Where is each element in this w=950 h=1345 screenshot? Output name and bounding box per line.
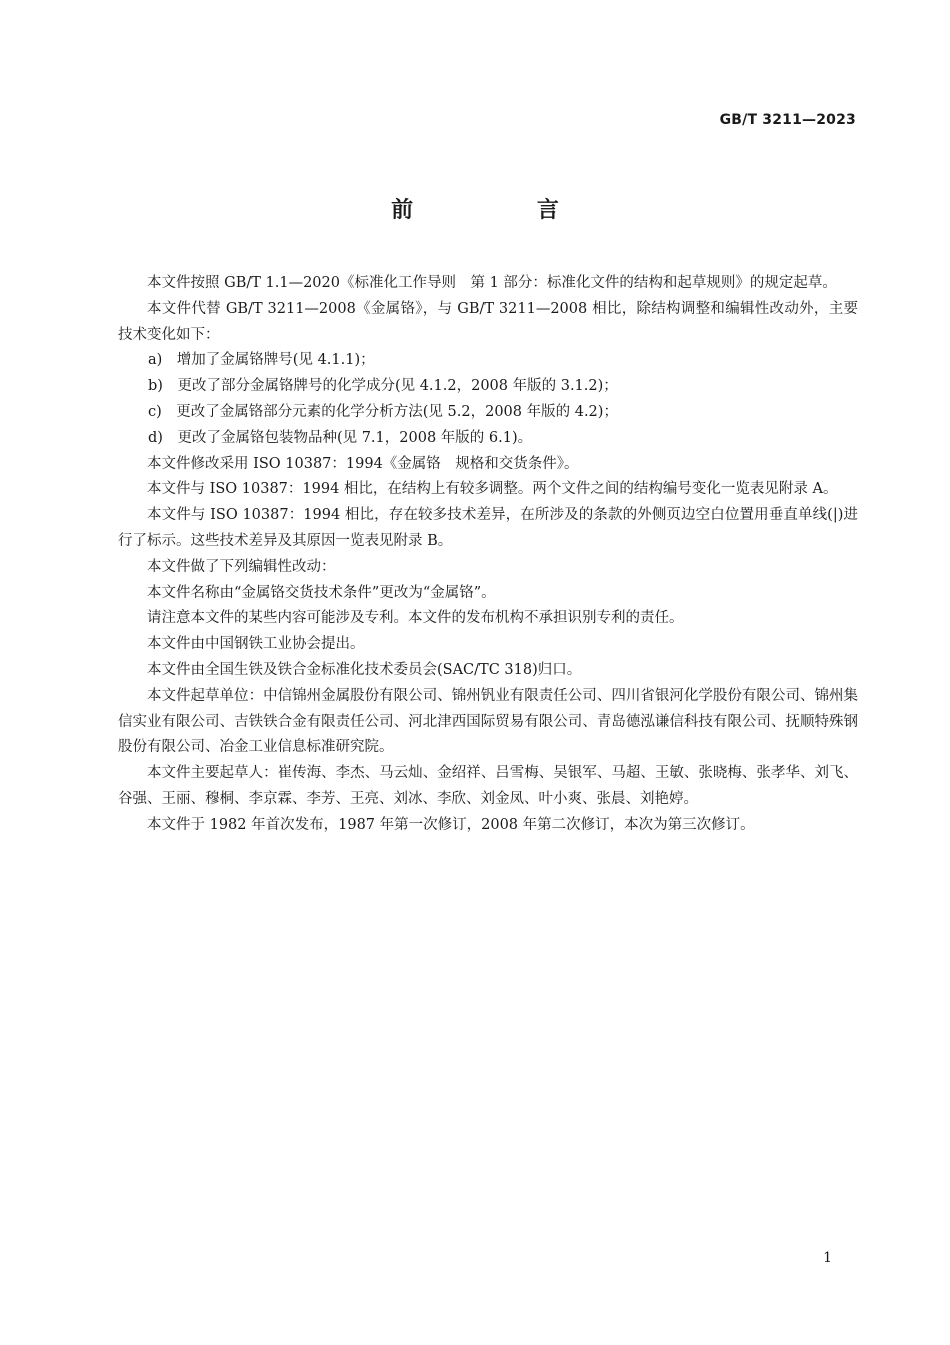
- paragraph-proposer: 本文件由中国钢铁工业协会提出。: [147, 636, 365, 653]
- page-number: 1: [823, 1250, 832, 1266]
- paragraph-name-change: 本文件名称由“金属铬交货技术条件”更改为“金属铬”。: [147, 584, 496, 601]
- foreword-body: [118, 271, 858, 839]
- list-item-d: d) 更改了金属铬包装物品种(见 7.1，2008 年版的 6.1)。: [148, 429, 533, 446]
- paragraph-drafters: 本文件主要起草人：崔传海、李杰、马云灿、金绍祥、吕雪梅、吴银军、马超、王敏、张晓梅、张孝华、刘飞、谷强、王丽、穆桐、李京霖、李芳、王亮、刘冰、李欣、刘金凤、叶小爽、张晨、刘艳婷。: [118, 765, 858, 807]
- list-item-c: c) 更改了金属铬部分元素的化学分析方法(见 5.2，2008 年版的 4.2)；: [148, 403, 618, 420]
- standard-code: GB/T 3211—2023: [719, 112, 856, 128]
- paragraph-replacement: 本文件代替 GB/T 3211—2008《金属铬》，与 GB/T 3211—2008 相比，除结构调整和编辑性改动外，主要技术变化如下：: [118, 300, 858, 343]
- paragraph-patent-notice: 请注意本文件的某些内容可能涉及专利。本文件的发布机构不承担识别专利的责任。: [147, 610, 684, 627]
- list-item-b: b) 更改了部分金属铬牌号的化学成分(见 4.1.2，2008 年版的 3.1.2)；: [148, 378, 618, 395]
- paragraph-structure-changes: 本文件与 ISO 10387：1994 相比，在结构上有较多调整。两个文件之间的结构编号变化一览表见附录 A。: [147, 481, 838, 498]
- page-title: 前 言: [391, 198, 617, 223]
- paragraph-drafting-units: 本文件起草单位：中信锦州金属股份有限公司、锦州钒业有限责任公司、四川省银河化学股份有限公司、锦州集信实业有限公司、吉铁铁合金有限责任公司、河北津西国际贸易有限公司、青岛德泓谦信科技有限公司、抚顺特殊钢股份有限公司、冶金工业信息标准研究院。: [118, 687, 858, 756]
- paragraph-editorial-changes: 本文件做了下列编辑性改动：: [147, 558, 336, 575]
- paragraph-drafting-basis: 本文件按照 GB/T 1.1—2020《标准化工作导则 第 1 部分：标准化文件的结构和起草规则》的规定起草。: [147, 275, 837, 291]
- paragraph-technical-differences: 本文件与 ISO 10387：1994 相比，存在较多技术差异，在所涉及的条款的外侧页边空白位置用垂直单线(|)进行了标示。这些技术差异及其原因一览表见附录 B。: [118, 507, 858, 549]
- paragraph-committee: 本文件由全国生铁及铁合金标准化技术委员会(SAC/TC 318)归口。: [147, 661, 582, 678]
- paragraph-history: 本文件于 1982 年首次发布，1987 年第一次修订，2008 年第二次修订，本次为第三次修订。: [147, 816, 755, 833]
- list-item-a: a) 增加了金属铬牌号(见 4.1.1)；: [148, 352, 375, 369]
- paragraph-iso-adoption: 本文件修改采用 ISO 10387：1994《金属铬 规格和交货条件》。: [147, 455, 579, 472]
